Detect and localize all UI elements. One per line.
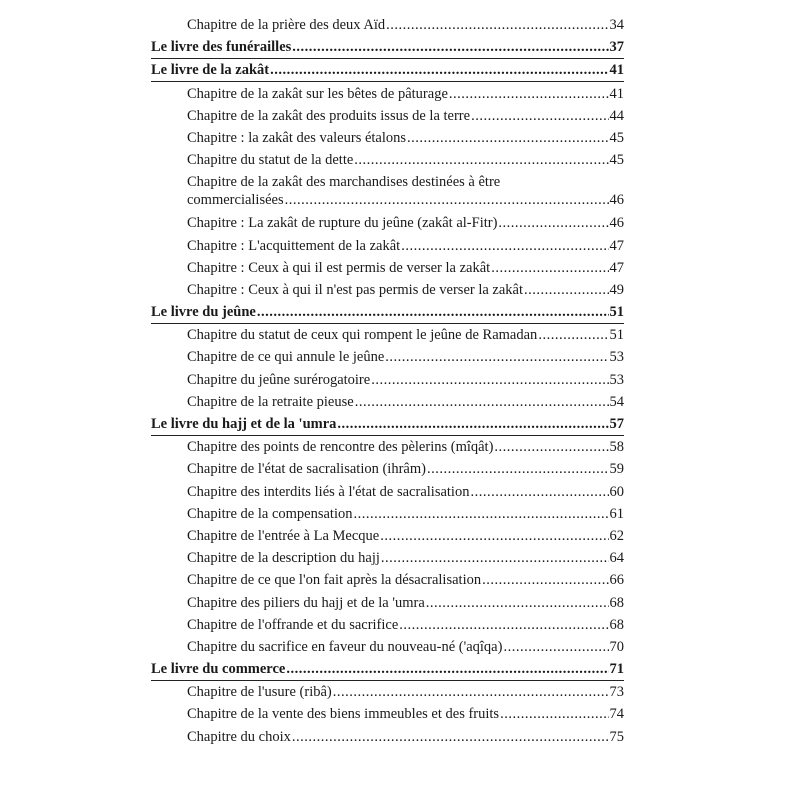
toc-page-number: 68 [609, 616, 624, 633]
toc-entry-title: Le livre du jeûne [151, 304, 256, 321]
toc-chapter-entry[interactable] [151, 392, 624, 413]
dot-leader [503, 638, 608, 656]
toc-page-number: 53 [609, 371, 624, 388]
toc-entry-title: Chapitre de l'entrée à La Mecque [187, 527, 380, 544]
dot-leader [270, 61, 608, 79]
dot-leader [449, 85, 609, 103]
dot-leader [355, 393, 609, 411]
toc-page-number: 47 [609, 259, 624, 276]
toc-page-number: 71 [609, 661, 624, 678]
toc-page-number: 75 [609, 728, 624, 745]
toc-entry-title: Chapitre de l'offrande et du sacrifice [187, 616, 399, 633]
toc-page-number: 74 [609, 706, 624, 723]
toc-page-number: 45 [609, 152, 624, 169]
toc-entry-title: Chapitre de la compensation [187, 505, 353, 522]
toc-page-number: 45 [609, 129, 624, 146]
toc-entry-title: Chapitre du sacrifice en faveur du nouveau-né ('aqîqa) [187, 638, 503, 655]
toc-page-number: 41 [609, 62, 624, 79]
dot-leader [286, 660, 608, 678]
dot-leader [257, 303, 609, 321]
toc-page-number: 44 [609, 107, 624, 124]
toc-entry-title: Chapitre de l'état de sacralisation (ihrâm) [187, 461, 426, 478]
toc-chapter-entry[interactable] [151, 106, 624, 127]
toc-entry-title: Chapitre : L'acquittement de la zakât [187, 237, 401, 254]
toc-entry-title: Le livre du hajj et de la 'umra [151, 416, 337, 432]
toc-chapter-entry[interactable] [151, 570, 624, 591]
toc-entry-title: Le livre du commerce [151, 661, 286, 678]
toc-entry-title: Chapitre de ce qui annule le jeûne [187, 349, 385, 366]
toc-page-number: 37 [609, 39, 624, 56]
toc-page-number: 53 [609, 349, 624, 366]
dot-leader [380, 527, 608, 545]
toc-chapter-entry[interactable] [151, 213, 624, 234]
dot-leader [524, 281, 608, 299]
toc-entry-title: Chapitre de la prière des deux Aïd [187, 17, 386, 33]
toc-page-number: 58 [609, 439, 624, 456]
toc-entry-title: Le livre des funérailles [151, 39, 292, 56]
dot-leader [381, 549, 609, 567]
toc-chapter-entry[interactable] [151, 727, 624, 748]
toc-page-number: 57 [609, 416, 624, 432]
toc-entry-title: Chapitre de la zakât des marchandises destinées à être [187, 174, 501, 191]
toc-part-entry[interactable] [151, 302, 624, 324]
toc-entry-title: Chapitre du statut de la dette [187, 152, 354, 169]
toc-page-number: 46 [609, 192, 624, 209]
toc-chapter-entry[interactable] [151, 347, 624, 368]
toc-chapter-entry[interactable] [151, 459, 624, 480]
toc-page-number: 73 [609, 684, 624, 701]
toc-chapter-entry[interactable] [151, 325, 624, 346]
toc-chapter-entry[interactable] [151, 128, 624, 149]
dot-leader [407, 129, 608, 147]
toc-chapter-entry[interactable] [151, 548, 624, 569]
toc-chapter-entry[interactable] [151, 15, 624, 36]
toc-chapter-entry[interactable] [151, 437, 624, 458]
toc-part-entry[interactable] [151, 659, 624, 681]
toc-chapter-entry[interactable] [151, 84, 624, 105]
toc-chapter-entry[interactable] [151, 258, 624, 279]
toc-page-number: 62 [609, 527, 624, 544]
table-of-contents [151, 15, 624, 749]
toc-chapter-entry[interactable] [151, 704, 624, 725]
toc-entry-title: Le livre de la zakât [151, 62, 270, 79]
toc-page-number: 66 [609, 572, 624, 589]
toc-entry-title: Chapitre du jeûne surérogatoire [187, 371, 371, 388]
toc-entry-title: Chapitre des piliers du hajj et de la 'umra [187, 594, 425, 611]
dot-leader [337, 415, 608, 433]
dot-leader [538, 326, 608, 344]
dot-leader [333, 683, 609, 701]
toc-chapter-entry[interactable] [151, 482, 624, 503]
toc-page-number: 54 [609, 393, 624, 410]
dot-leader [482, 571, 608, 589]
toc-chapter-entry[interactable] [151, 172, 624, 211]
toc-entry-title: Chapitre de la retraite pieuse [187, 393, 354, 410]
toc-part-entry[interactable] [151, 60, 624, 82]
toc-chapter-entry[interactable] [151, 280, 624, 301]
toc-page-number: 47 [609, 237, 624, 254]
dot-leader [292, 728, 609, 746]
toc-entry-title: Chapitre : Ceux à qui il est permis de verser la zakât [187, 259, 491, 276]
toc-part-entry[interactable] [151, 414, 624, 436]
dot-leader [494, 438, 608, 456]
dot-leader [470, 483, 608, 501]
dot-leader [385, 348, 608, 366]
dot-leader [292, 38, 608, 56]
toc-entry-title: Chapitre de ce que l'on fait après la désacralisation [187, 572, 482, 589]
toc-page-number: 34 [609, 17, 624, 33]
dot-leader [386, 16, 608, 34]
toc-entry-title: Chapitre du statut de ceux qui rompent le jeûne de Ramadan [187, 327, 538, 344]
toc-entry-title-continuation: commercialisées [187, 192, 284, 209]
toc-entry-title: Chapitre de la vente des biens immeubles et des fruits [187, 706, 500, 723]
toc-page-number: 51 [609, 327, 624, 344]
dot-leader [285, 191, 609, 209]
toc-page-number: 68 [609, 594, 624, 611]
toc-chapter-entry[interactable] [151, 682, 624, 703]
toc-entry-title: Chapitre de l'usure (ribâ) [187, 684, 332, 701]
toc-page-number: 49 [609, 281, 624, 298]
dot-leader [491, 259, 608, 277]
toc-entry-title: Chapitre : Ceux à qui il n'est pas permis de verser la zakât [187, 281, 524, 298]
toc-page-number: 60 [609, 483, 624, 500]
dot-leader [354, 151, 608, 169]
toc-entry-title: Chapitre de la description du hajj [187, 550, 380, 567]
toc-entry-title: Chapitre des interdits liés à l'état de sacralisation [187, 483, 470, 500]
dot-leader [371, 371, 608, 389]
toc-part-entry[interactable] [151, 37, 624, 59]
toc-page-number: 59 [609, 461, 624, 478]
toc-page-number: 51 [609, 304, 624, 321]
dot-leader [426, 594, 609, 612]
dot-leader [471, 107, 608, 125]
toc-page-number: 46 [609, 215, 624, 232]
toc-page-number: 64 [609, 550, 624, 567]
toc-chapter-entry[interactable] [151, 637, 624, 658]
dot-leader [498, 214, 608, 232]
toc-chapter-entry[interactable] [151, 615, 624, 636]
toc-chapter-entry[interactable] [151, 593, 624, 614]
toc-entry-title: Chapitre du choix [187, 728, 291, 745]
toc-chapter-entry[interactable] [151, 150, 624, 171]
toc-entry-title: Chapitre : la zakât des valeurs étalons [187, 129, 407, 146]
toc-entry-title: Chapitre : La zakât de rupture du jeûne (zakât al-Fitr) [187, 215, 498, 232]
toc-page-number: 61 [609, 505, 624, 522]
toc-chapter-entry[interactable] [151, 370, 624, 391]
toc-page-number: 70 [609, 638, 624, 655]
toc-chapter-entry[interactable] [151, 526, 624, 547]
toc-page-number: 41 [609, 85, 624, 102]
dot-leader [354, 505, 609, 523]
toc-entry-title: Chapitre de la zakât des produits issus de la terre [187, 107, 471, 124]
toc-entry-title: Chapitre des points de rencontre des pèlerins (mîqât) [187, 439, 494, 456]
toc-chapter-entry[interactable] [151, 504, 624, 525]
dot-leader [399, 616, 608, 634]
toc-entry-title: Chapitre de la zakât sur les bêtes de pâturage [187, 85, 448, 102]
dot-leader [500, 705, 608, 723]
dot-leader [427, 460, 609, 478]
dot-leader [401, 237, 608, 255]
toc-chapter-entry[interactable] [151, 236, 624, 257]
